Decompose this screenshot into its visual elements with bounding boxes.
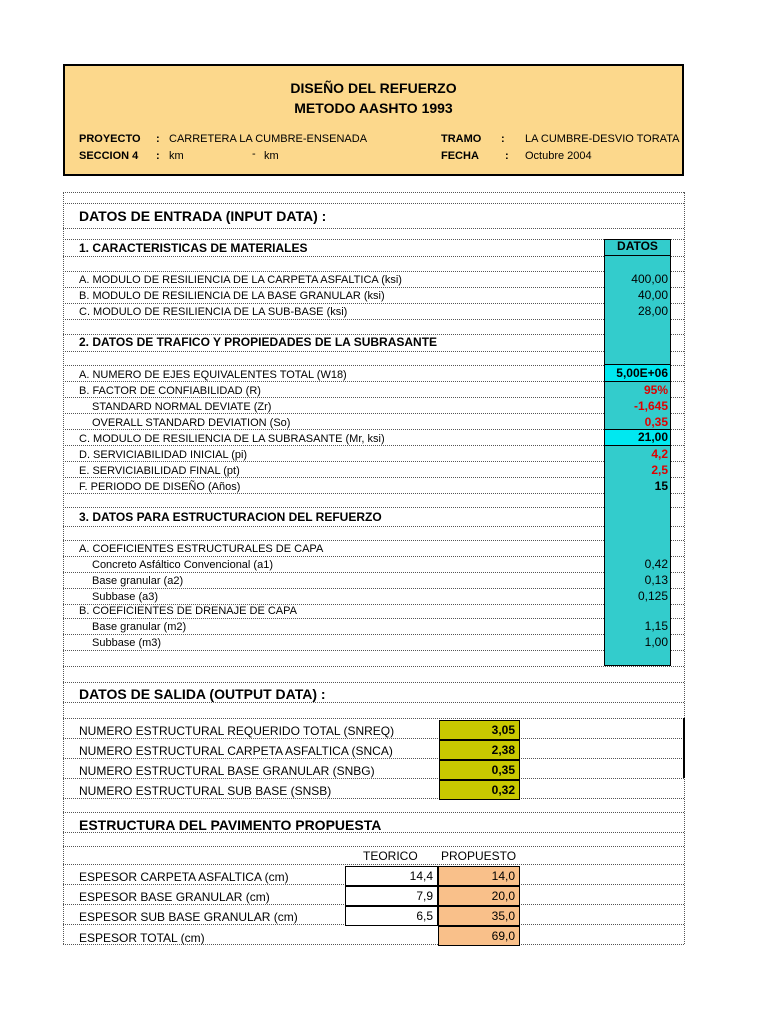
grid-line xyxy=(63,526,684,527)
tramo-label: TRAMO xyxy=(441,133,482,145)
ejes-value[interactable]: 5,00E+06 xyxy=(616,366,668,380)
grid-line xyxy=(63,702,684,703)
a2-label: Base granular (a2) xyxy=(92,575,184,587)
grid-line xyxy=(63,650,684,651)
grid-line xyxy=(63,287,684,288)
grid-line xyxy=(63,228,684,229)
modulo-subbase-value: 28,00 xyxy=(637,304,668,318)
grid-line xyxy=(63,666,684,667)
grid-line xyxy=(63,634,684,635)
grid-line xyxy=(63,397,684,398)
grid-line xyxy=(63,461,684,462)
a1-value[interactable]: 0,42 xyxy=(644,557,668,571)
grid-line xyxy=(63,303,684,304)
teorico-header: TEORICO xyxy=(363,849,418,863)
modulo-base-value: 40,00 xyxy=(637,288,668,302)
pi-label: D. SERVICIABILIDAD INICIAL (pi) xyxy=(79,449,248,461)
grid-line xyxy=(684,192,685,944)
a3-value[interactable]: 0,125 xyxy=(637,589,668,603)
proyecto-colon: : xyxy=(156,133,160,145)
espesor-subbase-label: ESPESOR SUB BASE GRANULAR (cm) xyxy=(79,910,298,924)
snsb-label: NUMERO ESTRUCTURAL SUB BASE (SNSB) xyxy=(79,784,332,798)
modulo-carpeta-value: 400,00 xyxy=(631,272,668,286)
mr-label: C. MODULO DE RESILIENCIA DE LA SUBRASANTE (Mr, ksi) xyxy=(79,433,385,445)
estructuracion-title: 3. DATOS PARA ESTRUCTURACION DEL REFUERZO xyxy=(79,510,382,524)
grid-line xyxy=(63,381,684,382)
snca-value: 2,38 xyxy=(439,740,520,760)
espesor-base-teorico: 7,9 xyxy=(345,886,438,906)
datos-header: DATOS xyxy=(604,239,671,256)
trafico-title: 2. DATOS DE TRAFICO Y PROPIEDADES DE LA SUBRASANTE xyxy=(79,335,438,349)
coef-drenaje-title: B. COEFICIENTES DE DRENAJE DE CAPA xyxy=(79,605,298,617)
espesor-total-value: 69,0 xyxy=(438,926,520,946)
grid-line xyxy=(63,812,684,813)
grid-line xyxy=(63,413,684,414)
espesor-carpeta-label: ESPESOR CARPETA ASFALTICA (cm) xyxy=(79,870,289,884)
title-line-2: METODO AASHTO 1993 xyxy=(294,100,453,116)
espesor-carpeta-propuesto[interactable]: 14,0 xyxy=(438,866,520,886)
snreq-value: 3,05 xyxy=(439,720,520,740)
grid-line xyxy=(63,556,684,557)
tramo-value: LA CUMBRE-DESVIO TORATA xyxy=(525,133,680,145)
grid-line xyxy=(63,203,684,204)
input-section-title: DATOS DE ENTRADA (INPUT DATA) : xyxy=(79,208,327,224)
a2-value[interactable]: 0,13 xyxy=(644,573,668,587)
zr-value: -1,645 xyxy=(633,399,668,413)
seccion-km-start: km xyxy=(169,150,184,162)
pt-value[interactable]: 2,5 xyxy=(651,463,668,477)
fecha-value: Octubre 2004 xyxy=(525,150,592,162)
espesor-carpeta-teorico: 14,4 xyxy=(345,866,438,886)
grid-line xyxy=(63,864,684,865)
ejes-label: A. NUMERO DE EJES EQUIVALENTES TOTAL (W18) xyxy=(79,369,347,381)
grid-line xyxy=(63,429,684,430)
grid-line xyxy=(63,540,684,541)
propuesto-header: PROPUESTO xyxy=(441,849,517,863)
grid-line xyxy=(63,507,684,508)
grid-line xyxy=(63,351,684,352)
zr-label: STANDARD NORMAL DEVIATE (Zr) xyxy=(92,401,272,413)
grid-line xyxy=(63,778,684,779)
materials-title: 1. CARACTERISTICAS DE MATERIALES xyxy=(79,241,308,255)
espesor-subbase-propuesto[interactable]: 35,0 xyxy=(438,906,520,926)
pavement-section-title: ESTRUCTURA DEL PAVIMENTO PROPUESTA xyxy=(79,817,382,833)
confiabilidad-value[interactable]: 95% xyxy=(643,383,668,397)
seccion-label: SECCION 4 xyxy=(79,150,139,162)
espesor-base-label: ESPESOR BASE GRANULAR (cm) xyxy=(79,890,270,904)
grid-line xyxy=(63,588,684,589)
grid-line xyxy=(63,738,684,739)
espesor-total-label: ESPESOR TOTAL (cm) xyxy=(79,931,205,945)
snbg-label: NUMERO ESTRUCTURAL BASE GRANULAR (SNBG) xyxy=(79,764,375,778)
m3-value[interactable]: 1,00 xyxy=(644,635,668,649)
output-section-title: DATOS DE SALIDA (OUTPUT DATA) : xyxy=(79,686,326,702)
snca-label: NUMERO ESTRUCTURAL CARPETA ASFALTICA (SNCA) xyxy=(79,744,393,758)
grid-line xyxy=(63,192,64,944)
grid-line xyxy=(63,758,684,759)
grid-line xyxy=(63,319,684,320)
snreq-label: NUMERO ESTRUCTURAL REQUERIDO TOTAL (SNREQ) xyxy=(79,724,395,738)
a1-label: Concreto Asfáltico Convencional (a1) xyxy=(92,559,273,571)
snsb-value: 0,32 xyxy=(439,780,520,800)
so-value[interactable]: 0,35 xyxy=(644,415,668,429)
proyecto-label: PROYECTO xyxy=(79,133,141,145)
grid-line xyxy=(63,682,684,683)
title-line-1: DISEÑO DEL REFUERZO xyxy=(290,80,457,96)
output-right-edge xyxy=(683,718,685,778)
modulo-base-label: B. MODULO DE RESILIENCIA DE LA BASE GRANULAR (ksi) xyxy=(79,290,385,302)
seccion-km-end: km xyxy=(264,150,279,162)
tramo-colon: : xyxy=(501,133,505,145)
mr-value[interactable]: 21,00 xyxy=(637,430,668,444)
fecha-label: FECHA xyxy=(441,150,479,162)
proyecto-value: CARRETERA LA CUMBRE-ENSENADA xyxy=(169,133,368,145)
grid-line xyxy=(63,192,684,193)
header-box xyxy=(63,64,684,176)
pi-value[interactable]: 4,2 xyxy=(651,447,668,461)
grid-line xyxy=(63,618,684,619)
espesor-subbase-teorico: 6,5 xyxy=(345,906,438,926)
grid-line xyxy=(63,271,684,272)
grid-line xyxy=(63,365,684,366)
seccion-dash: - xyxy=(252,148,256,160)
modulo-carpeta-label: A. MODULO DE RESILIENCIA DE LA CARPETA ASFALTICA (ksi) xyxy=(79,274,402,286)
seccion-colon: : xyxy=(156,150,160,162)
a3-label: Subbase (a3) xyxy=(92,591,159,603)
periodo-label: F. PERIODO DE DISEÑO (Años) xyxy=(79,481,241,493)
coef-estructurales-title: A. COEFICIENTES ESTRUCTURALES DE CAPA xyxy=(79,543,324,555)
grid-line xyxy=(63,846,684,847)
grid-line xyxy=(63,798,684,799)
grid-line xyxy=(63,493,684,494)
grid-line xyxy=(63,572,684,573)
grid-line xyxy=(63,239,684,240)
fecha-colon: : xyxy=(505,150,509,162)
m2-value[interactable]: 1,15 xyxy=(644,619,668,633)
espesor-base-propuesto[interactable]: 20,0 xyxy=(438,886,520,906)
grid-line xyxy=(63,718,684,719)
periodo-value[interactable]: 15 xyxy=(654,479,668,493)
grid-line xyxy=(63,256,684,257)
so-label: OVERALL STANDARD DEVIATION (So) xyxy=(92,417,291,429)
grid-line xyxy=(63,477,684,478)
m3-label: Subbase (m3) xyxy=(92,637,162,649)
snbg-value: 0,35 xyxy=(439,760,520,780)
m2-label: Base granular (m2) xyxy=(92,621,187,633)
modulo-subbase-label: C. MODULO DE RESILIENCIA DE LA SUB-BASE (ksi) xyxy=(79,306,348,318)
grid-line xyxy=(63,445,684,446)
pt-label: E. SERVICIABILIDAD FINAL (pt) xyxy=(79,465,240,477)
confiabilidad-label: B. FACTOR DE CONFIABILIDAD (R) xyxy=(79,385,261,397)
